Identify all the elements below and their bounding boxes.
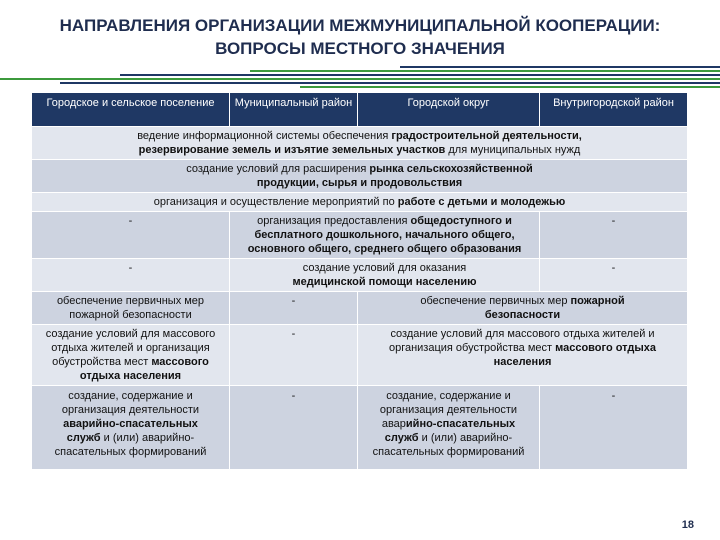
cell-dash: - (540, 259, 688, 292)
header-municipal-district: Муниципальный район (230, 93, 358, 127)
stripe (300, 86, 720, 88)
row-text: создание условий для оказания (302, 262, 467, 274)
row-medical (230, 259, 540, 292)
row-text: и (или) аварийно-спасательных формирований (54, 432, 207, 458)
stripe (120, 74, 720, 76)
table-row (32, 212, 688, 259)
row-text: создание, содержание и организация деятельности (61, 390, 200, 416)
stripe (60, 82, 720, 84)
row-bold-text: медицинской помощи населению (292, 276, 477, 288)
stripe (400, 66, 720, 68)
row-text: для муниципальных нужд (445, 144, 581, 156)
header-intracity-district: Внутригородской район (540, 93, 688, 127)
table-header-row (32, 93, 688, 127)
row-bold-text: пожарной безопасности (484, 295, 625, 321)
row-text: организация предоставления (257, 215, 411, 227)
cell-dash: - (230, 386, 358, 470)
row-rescue-right (358, 386, 540, 470)
stripe (0, 78, 720, 80)
slide-title (0, 14, 720, 60)
table-row (32, 292, 688, 325)
stripe (250, 70, 720, 72)
page-number: 18 (681, 519, 694, 531)
header-settlement: Городское и сельское поселение (32, 93, 230, 127)
row-bold-text: массового отдыха населения (79, 356, 209, 382)
cell-dash: - (540, 212, 688, 259)
row-bold-text: работе с детьми и молодежью (397, 196, 566, 208)
row-text: создание, содержание и организация деятельности авар (379, 390, 518, 430)
row-bold-text: ийно-спасательных служб (384, 418, 516, 444)
cell-dash: - (32, 212, 230, 259)
row-bold-text: рынка сельскохозяйственной продукции, сырья и продовольствия (256, 163, 533, 189)
row-education (230, 212, 540, 259)
cell-dash: - (32, 259, 230, 292)
slide-title-line2: ВОПРОСЫ МЕСТНОГО ЗНАЧЕНИЯ (215, 39, 505, 58)
header-city-district: Городской округ (358, 93, 540, 127)
row-text: создание условий для массового отдыха жителей и организация обустройства мест (388, 328, 655, 354)
row-youth (32, 193, 688, 212)
row-fire-safety-left: обеспечение первичных мер пожарной безопасности (32, 292, 230, 325)
cell-dash: - (540, 386, 688, 470)
cell-dash: - (230, 292, 358, 325)
cell-dash: - (230, 325, 358, 386)
row-text: организация и осуществление мероприятий по (153, 196, 398, 208)
row-text: создание условий для расширения (186, 163, 370, 175)
row-bold-text: аварийно-спасательных служб (63, 418, 198, 444)
table-row (32, 325, 688, 386)
row-agri-market (32, 160, 688, 193)
slide-title-line1: НАПРАВЛЕНИЯ ОРГАНИЗАЦИИ МЕЖМУНИЦИПАЛЬНОЙ КООПЕРАЦИИ: (59, 16, 661, 35)
row-recreation-left (32, 325, 230, 386)
row-rescue-left (32, 386, 230, 470)
table-row (32, 193, 688, 212)
row-fire-safety-right (358, 292, 688, 325)
row-text: ведение информационной системы обеспечения (137, 130, 392, 142)
row-bold-text: общедоступного и бесплатного дошкольного, начального общего, основного общего, среднего общего образования (247, 215, 522, 255)
row-text: обеспечение первичных мер (420, 295, 571, 307)
table-row (32, 160, 688, 193)
competence-table-wrap (31, 92, 687, 470)
row-text: создание условий для массового отдыха жителей и организация обустройства мест (45, 328, 216, 368)
row-recreation-right (358, 325, 688, 386)
table-row (32, 127, 688, 160)
competence-table (31, 92, 688, 470)
row-text: и (или) аварийно-спасательных формирований (372, 432, 525, 458)
table-row (32, 386, 688, 470)
row-bold-text: градостроительной деятельности, резервирование земель и изъятие земельных участков (138, 130, 582, 156)
table-row (32, 259, 688, 292)
row-urban-planning (32, 127, 688, 160)
decorative-stripes (0, 66, 720, 90)
row-bold-text: массового отдыха населения (493, 342, 657, 368)
